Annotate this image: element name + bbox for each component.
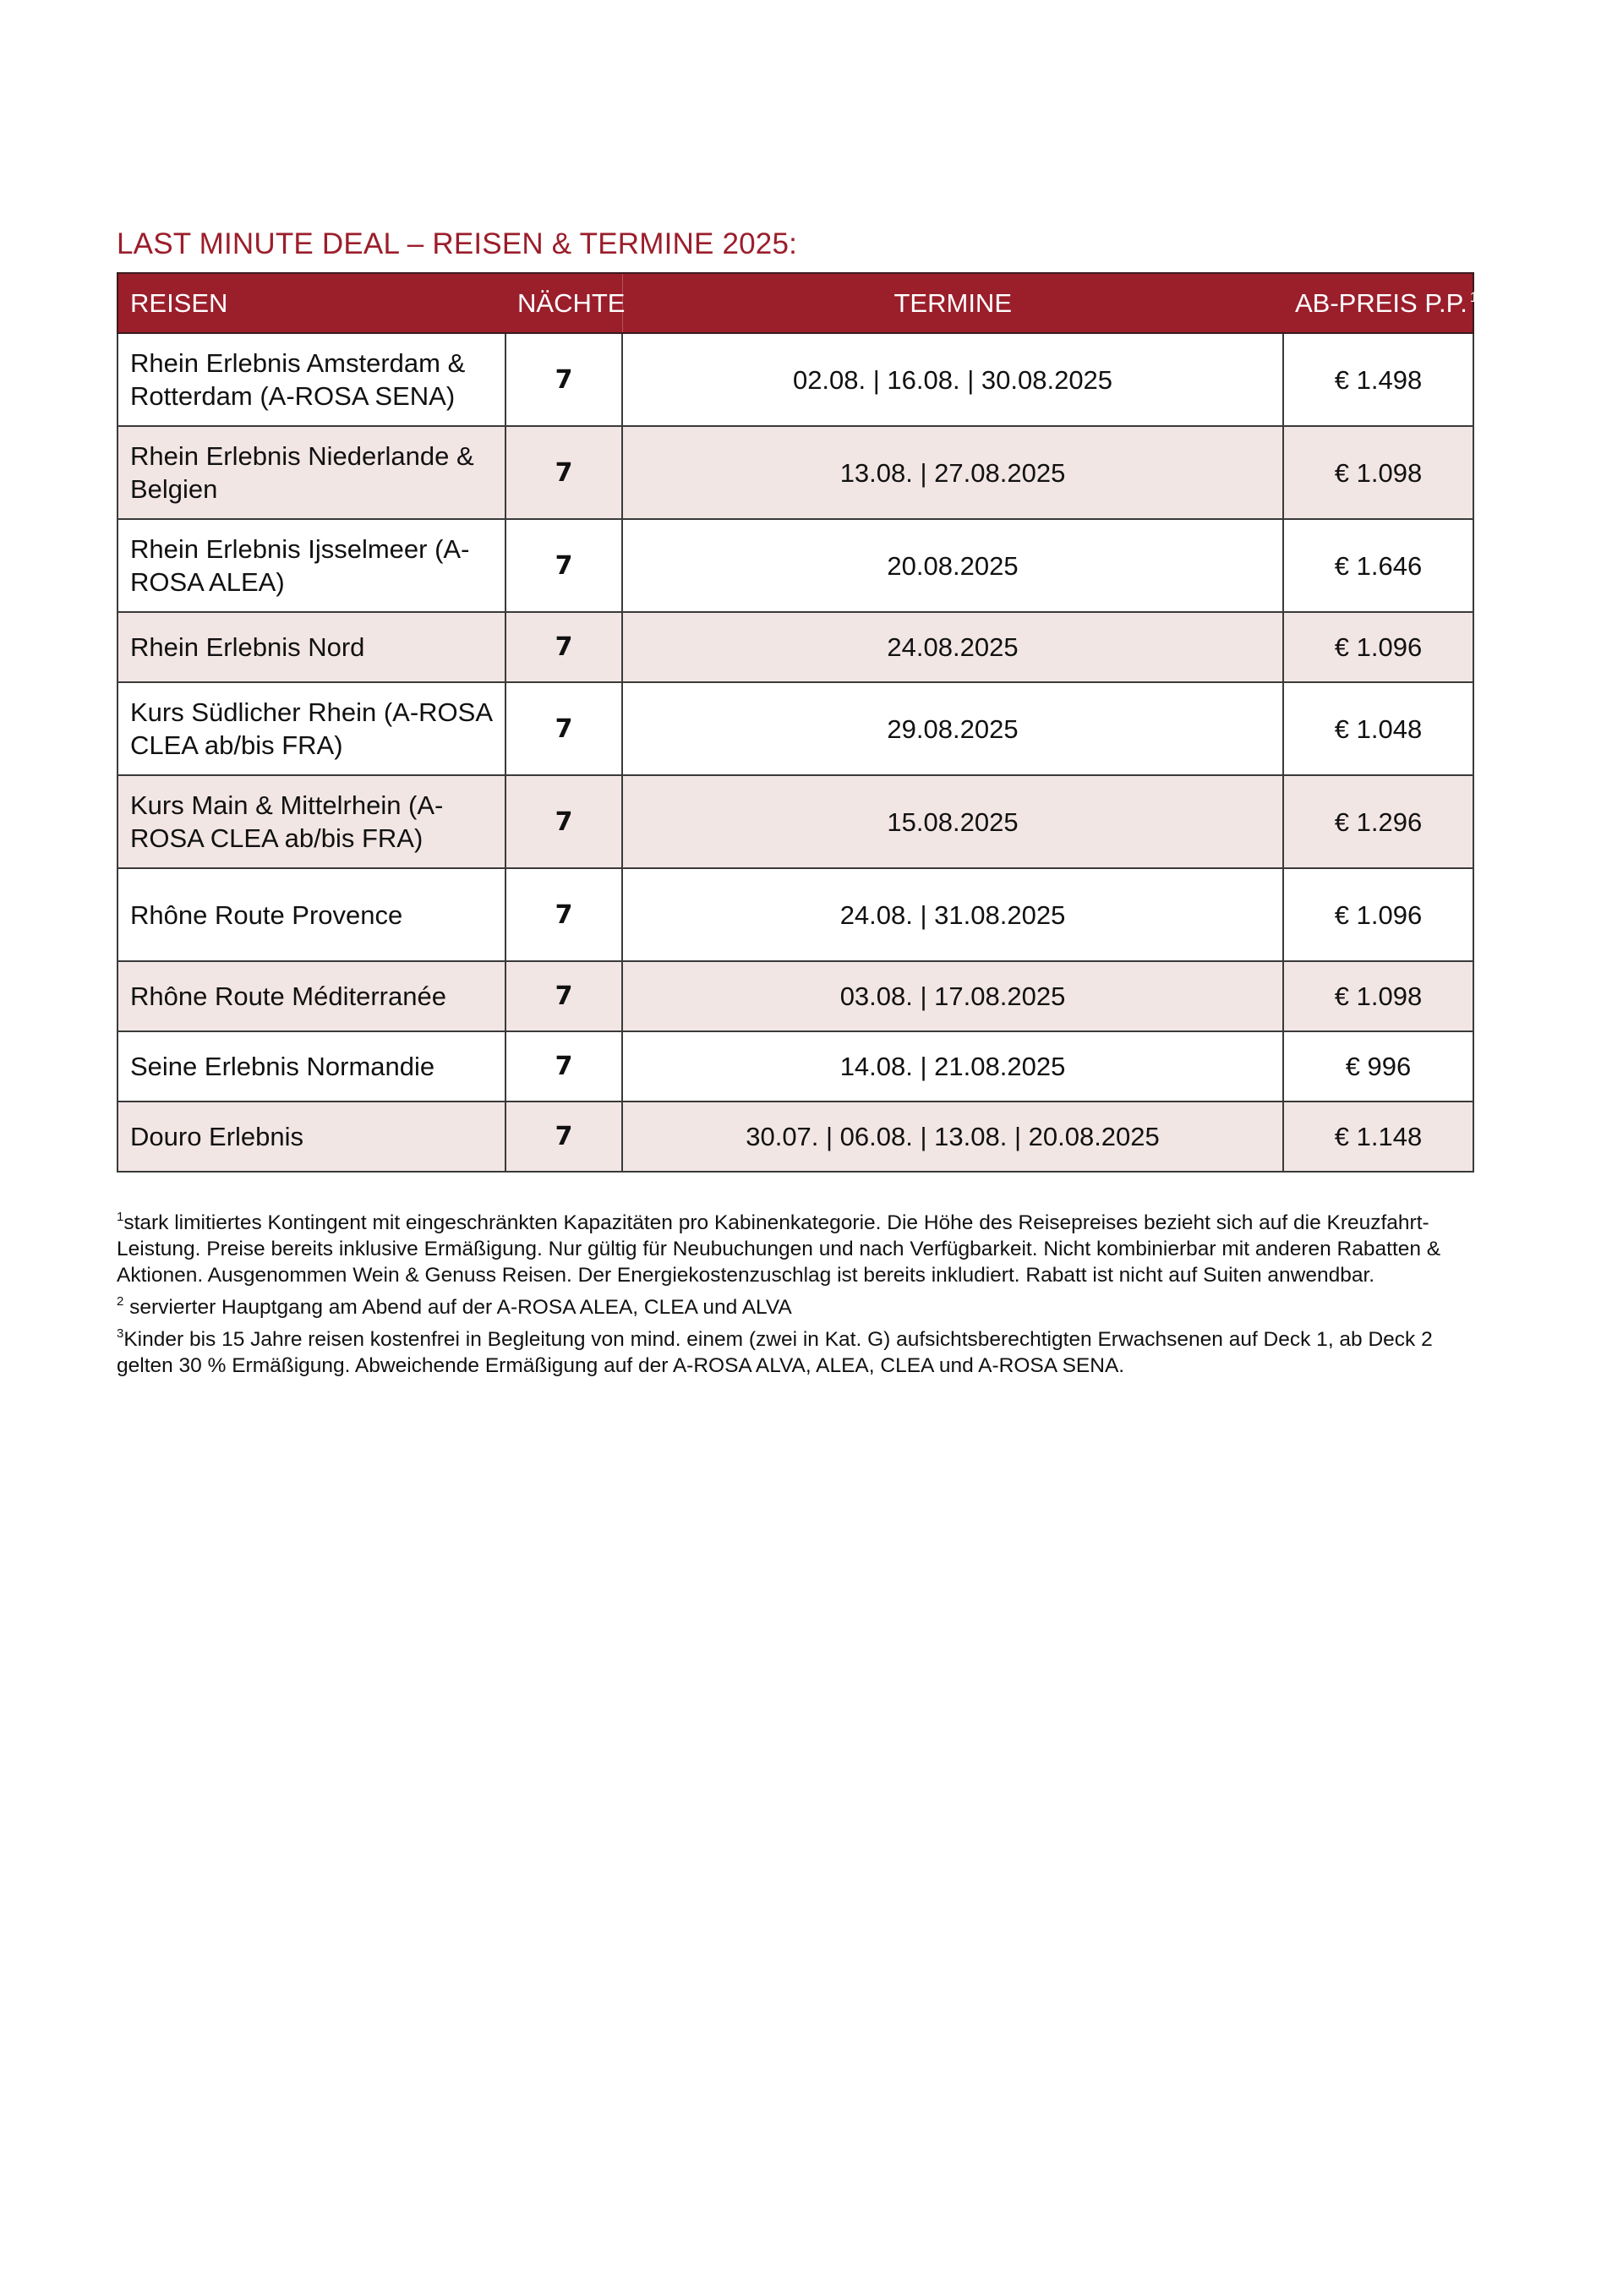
termine-value: 13.08. | 27.08.2025: [622, 426, 1283, 519]
termine-value: 03.08. | 17.08.2025: [622, 961, 1283, 1031]
page-title: LAST MINUTE DEAL – REISEN & TERMINE 2025:: [117, 227, 798, 261]
footnotes: [117, 1204, 1473, 1379]
table-row: [117, 868, 1473, 961]
preis-value: € 1.048: [1283, 682, 1473, 775]
reise-name: Rhein Erlebnis Ijsselmeer (A-ROSA ALEA): [117, 519, 505, 612]
naechte-value: 7: [505, 1031, 622, 1102]
termine-value: 02.08. | 16.08. | 30.08.2025: [622, 333, 1283, 426]
termine-value: 24.08.2025: [622, 612, 1283, 682]
reise-name: Douro Erlebnis: [117, 1102, 505, 1172]
table-header-row: [117, 273, 1473, 333]
table-row: [117, 682, 1473, 775]
naechte-value: 7: [505, 333, 622, 426]
naechte-value: 7: [505, 612, 622, 682]
reise-name: Rhein Erlebnis Amsterdam & Rotterdam (A-ROSA SENA): [117, 333, 505, 426]
reise-name: Kurs Südlicher Rhein (A-ROSA CLEA ab/bis FRA): [117, 682, 505, 775]
naechte-value: 7: [505, 426, 622, 519]
footnote-marker: 1: [117, 1210, 124, 1224]
preis-value: € 1.498: [1283, 333, 1473, 426]
table-row: [117, 775, 1473, 868]
footnote-3: [117, 1320, 1473, 1379]
naechte-value: 7: [505, 519, 622, 612]
termine-value: 30.07. | 06.08. | 13.08. | 20.08.2025: [622, 1102, 1283, 1172]
termine-value: 29.08.2025: [622, 682, 1283, 775]
termine-value: 20.08.2025: [622, 519, 1283, 612]
table-row: [117, 961, 1473, 1031]
table-row: [117, 426, 1473, 519]
column-header-termine: TERMINE: [622, 273, 1283, 333]
footnote-text: stark limitiertes Kontingent mit eingeschränkten Kapazitäten pro Kabinenkategorie. Die Höhe des Reisepreises bezieht sich auf die Kreuzfahrt-Leistung. Preise bereits inklusive Ermäßigung. Nur gültig für Neubuchungen und nach Verfügbarkeit. Nicht kombinierbar mit anderen Rabatten & Aktionen. Ausgenommen Wein & Genuss Reisen. Der Energiekostenzuschlag ist bereits inkludiert. Rabatt ist nicht auf Suiten anwendbar.: [117, 1211, 1441, 1287]
naechte-value: 7: [505, 868, 622, 961]
footnote-1: [117, 1204, 1473, 1288]
column-header-preis-label: AB-PREIS P.P.: [1295, 287, 1467, 318]
naechte-value: 7: [505, 1102, 622, 1172]
preis-value: € 1.098: [1283, 426, 1473, 519]
column-header-preis: [1283, 273, 1478, 333]
termine-value: 15.08.2025: [622, 775, 1283, 868]
preis-value: € 1.148: [1283, 1102, 1473, 1172]
preis-value: € 1.646: [1283, 519, 1473, 612]
footnote-2: [117, 1288, 1473, 1320]
footnote-marker: 3: [117, 1326, 124, 1341]
reise-name: Rhein Erlebnis Nord: [117, 612, 505, 682]
reise-name: Rhône Route Méditerranée: [117, 961, 505, 1031]
reise-name: Rhône Route Provence: [117, 868, 505, 961]
reise-name: Rhein Erlebnis Niederlande & Belgien: [117, 426, 505, 519]
naechte-value: 7: [505, 961, 622, 1031]
table-row: [117, 612, 1473, 682]
preis-value: € 1.296: [1283, 775, 1473, 868]
column-header-naechte: NÄCHTE: [505, 273, 622, 333]
table-row: [117, 333, 1473, 426]
reise-name: Kurs Main & Mittelrhein (A-ROSA CLEA ab/bis FRA): [117, 775, 505, 868]
preis-value: € 1.098: [1283, 961, 1473, 1031]
footnote-marker: 2: [117, 1294, 124, 1309]
deals-table: [117, 272, 1478, 1173]
footnote-text: servierter Hauptgang am Abend auf der A-ROSA ALEA, CLEA und ALVA: [123, 1296, 792, 1319]
table-row: [117, 1031, 1473, 1102]
footnote-text: Kinder bis 15 Jahre reisen kostenfrei in Begleitung von mind. einem (zwei in Kat. G) aufsichtsberechtigten Erwachsenen auf Deck 1, ab Deck 2 gelten 30 % Ermäßigung. Abweichende Ermäßigung auf der A-ROSA ALVA, ALEA, CLEA und A-ROSA SENA.: [117, 1328, 1433, 1377]
preis-value: € 1.096: [1283, 612, 1473, 682]
table-row: [117, 1102, 1473, 1172]
preis-value: € 996: [1283, 1031, 1473, 1102]
naechte-value: 7: [505, 682, 622, 775]
reise-name: Seine Erlebnis Normandie: [117, 1031, 505, 1102]
preis-value: € 1.096: [1283, 868, 1473, 961]
termine-value: 14.08. | 21.08.2025: [622, 1031, 1283, 1102]
table-row: [117, 519, 1473, 612]
column-header-reisen: REISEN: [117, 273, 505, 333]
termine-value: 24.08. | 31.08.2025: [622, 868, 1283, 961]
naechte-value: 7: [505, 775, 622, 868]
footnote-marker: 1: [1469, 288, 1478, 305]
